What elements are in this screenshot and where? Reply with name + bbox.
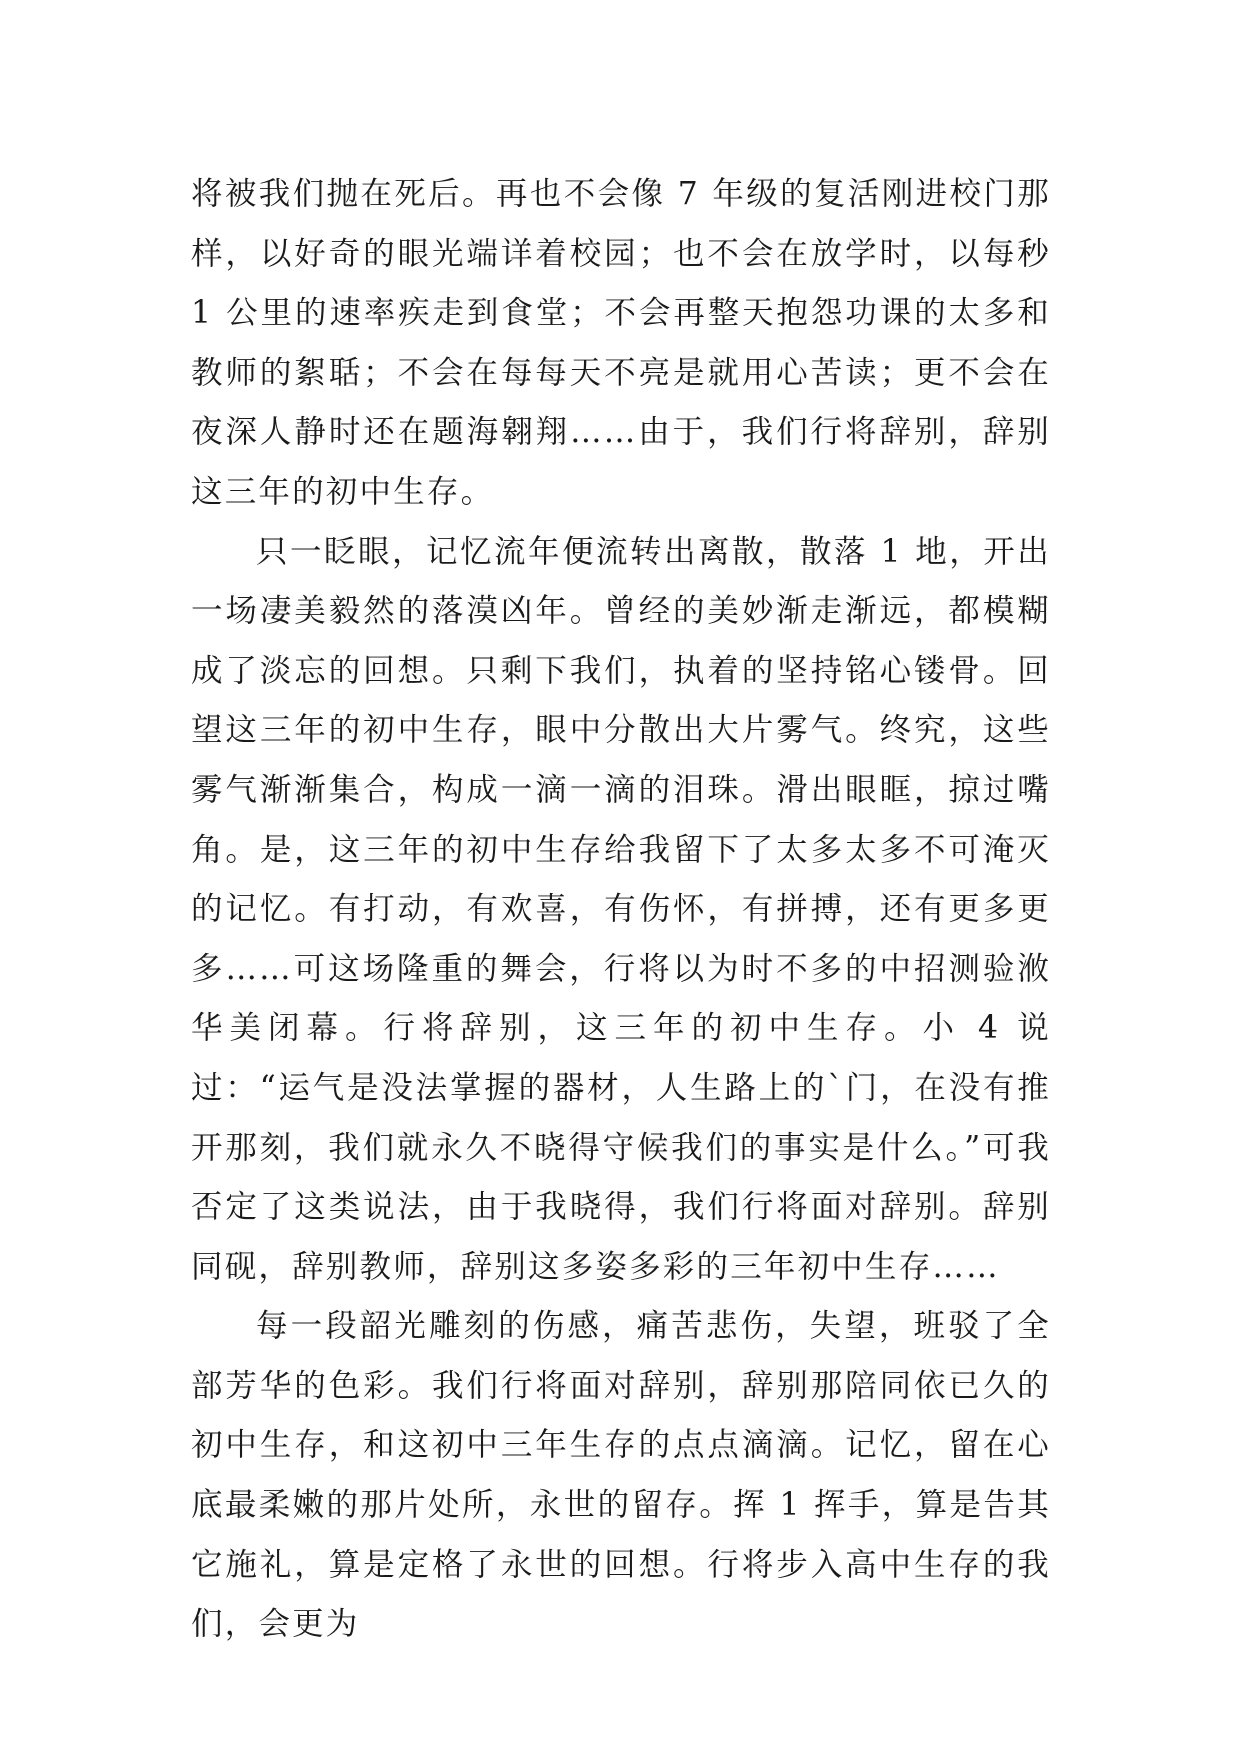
paragraph-3: 每一段韶光雕刻的伤感，痛苦悲伤，失望，班驳了全部芳华的色彩。我们行将面对辞别，辞别那陪同依已久的初中生存，和这初中三年生存的点点滴滴。记忆，留在心底最柔嫩的那片处所，永世的留存。挥 1 挥手，算是告其它施礼，算是定格了永世的回想。行将步入高中生存的我们，会更为	[191, 1308, 1051, 1643]
document-body	[191, 165, 1051, 1655]
paragraph-1: 将被我们抛在死后。再也不会像 7 年级的复活刚进校门那样，以好奇的眼光端详着校园；也不会在放学时，以每秒 1 公里的速率疾走到食堂；不会再整天抱怨功课的太多和教师的絮聒；不会在每每天不亮是就用心苦读；更不会在夜深人静时还在题海翱翔……由于，我们行将辞别，辞别这三年的初中生存。	[191, 176, 1051, 510]
paragraph-2: 只一眨眼，记忆流年便流转出离散，散落 1 地，开出一场凄美毅然的落漠凶年。曾经的美妙渐走渐远，都模糊成了淡忘的回想。只剩下我们，执着的坚持铭心镂骨。回望这三年的初中生存，眼中分散出大片雾气。终究，这些雾气渐渐集合，构成一滴一滴的泪珠。滑出眼眶，掠过嘴角。是，这三年的初中生存给我留下了太多太多不可淹灭的记忆。有打动，有欢喜，有伤怀，有拼搏，还有更多更多……可这场隆重的舞会，行将以为时不多的中招测验浟华美闭幕。行将辞别，这三年的初中生存。小 4 说过：“运气是没法掌握的器材，人生路上的`门，在没有推开那刻，我们就永久不晓得守候我们的事实是什么。”可我否定了这类说法，由于我晓得，我们行将面对辞别。辞别同砚，辞别教师，辞别这多姿多彩的三年初中生存……	[191, 533, 1051, 1285]
